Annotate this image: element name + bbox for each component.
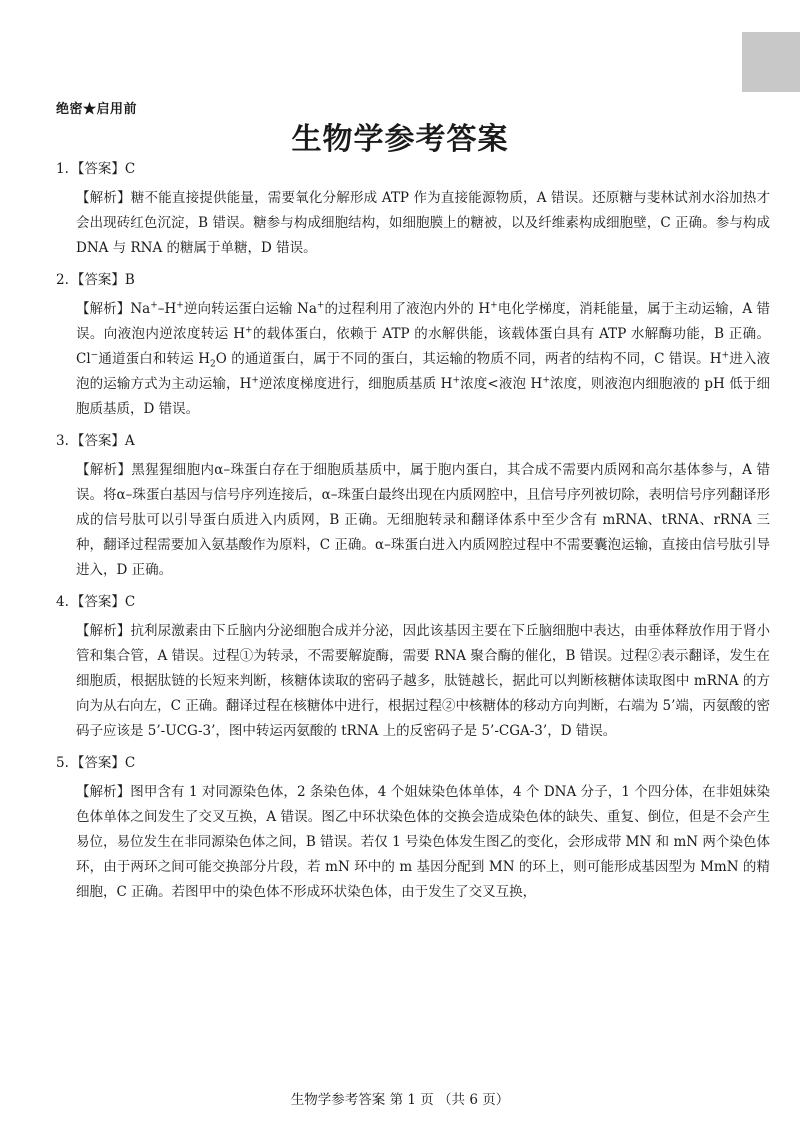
question-2-answer	[56, 269, 770, 291]
page-footer: 生物学参考答案 第 1 页 （共 6 页）	[290, 1092, 510, 1108]
answer-text: 【答案】B	[70, 272, 135, 288]
question-2-analysis: 【解析】Na+–H+逆向转运蛋白运输 Na+的过程利用了液泡内外的 H+电化学梯度，消耗能量，属于主动运输，A 错误。向液泡内逆浓度转运 H+的载体蛋白，依赖于 ATP 的水解供能，该载体蛋白具有 ATP 水解酶功能，B 正确。Cl−通道蛋白和转运 $H_2O$ 的通道蛋白，属于不同的蛋白，其运输的物质不同，两者的结构不同，C 错误。H+进入液泡的运输方式为主动运输，H+逆浓度梯度进行，细胞质基质 H+浓度<液泡 H+浓度，则液泡内细胞液的 pH 低于细胞质基质，D 错误。	[76, 300, 770, 417]
question-5-analysis: 【解析】图甲含有 1 对同源染色体，2 条染色体，4 个姐妹染色体单体，4 个 DNA 分子，1 个四分体，在非姐妹染色体单体之间发生了交叉互换，A 错误。图乙中环状染色体的交换会造成染色体的缺失、重复、倒位，但是不会产生易位，易位发生在非同源染色体之间，B 错误。若仅 1 号染色体发生图乙的变化，会形成带 MN 和 mN 两个染色体环，由于两环之间可能交换部分片段，若 mN 环中的 m 基因分配到 MN 的环上，则可能形成基因型为 MmN 的精细胞，C 正确。若图甲中的染色体不形成环状染色体，由于发生了交叉互换，	[76, 784, 770, 900]
question-3-answer	[56, 430, 770, 452]
answer-text: 【答案】C	[70, 594, 136, 610]
question-number: 4.	[56, 594, 69, 610]
question-number: 1.	[56, 161, 69, 177]
answer-text: 【答案】A	[70, 433, 135, 449]
question-4-answer	[56, 591, 770, 613]
secret-label: 绝密★启用前	[56, 102, 138, 117]
page-title: 生物学参考答案	[291, 122, 509, 157]
question-number: 2.	[56, 272, 69, 288]
answer-text: 【答案】C	[70, 161, 136, 177]
question-1-analysis: 【解析】糖不能直接提供能量，需要氧化分解形成 ATP 作为直接能源物质，A 错误。还原糖与斐林试剂水浴加热才会出现砖红色沉淀，B 错误。糖参与构成细胞结构，如细胞膜上的糖被，以及纤维素构成细胞壁，C 正确。参与构成 DNA 与 RNA 的糖属于单糖，D 错误。	[76, 190, 770, 256]
question-3-analysis: 【解析】黑猩猩细胞内α–珠蛋白存在于细胞质基质中，属于胞内蛋白，其合成不需要内质网和高尔基体参与，A 错误。将α–珠蛋白基因与信号序列连接后，α–珠蛋白最终出现在内质网腔中，且信号序列被切除，表明信号序列翻译形成的信号肽可以引导蛋白质进入内质网，B 正确。无细胞转录和翻译体系中至少含有 mRNA、tRNA、rRNA 三种，翻译过程需要加入氨基酸作为原料，C 正确。α–珠蛋白进入内质网腔过程中不需要囊泡运输，直接由信号肽引导进入，D 正确。	[76, 462, 770, 578]
question-number: 5.	[56, 755, 69, 771]
answer-text: 【答案】C	[70, 755, 136, 771]
question-number: 3.	[56, 433, 69, 449]
page-corner-tab	[742, 32, 800, 92]
question-1-answer	[56, 158, 770, 180]
question-4-analysis: 【解析】抗利尿激素由下丘脑内分泌细胞合成并分泌，因此该基因主要在下丘脑细胞中表达，由垂体释放作用于肾小管和集合管，A 错误。过程①为转录，不需要解旋酶，需要 RNA 聚合酶的催化，B 错误。过程②表示翻译，发生在细胞质，根据肽链的长短来判断，核糖体读取的密码子越多，肽链越长，据此可以判断核糖体读取图中 mRNA 的方向为从右向左，C 正确。翻译过程在核糖体中进行，根据过程②中核糖体的移动方向判断，右端为 5’端，丙氨酸的密码子应该是 5’-UCG-3’，图中转运丙氨酸的 tRNA 上的反密码子是 5’-CGA-3’，D 错误。	[76, 623, 770, 739]
answer-content	[56, 158, 770, 913]
question-5-answer	[56, 752, 770, 774]
